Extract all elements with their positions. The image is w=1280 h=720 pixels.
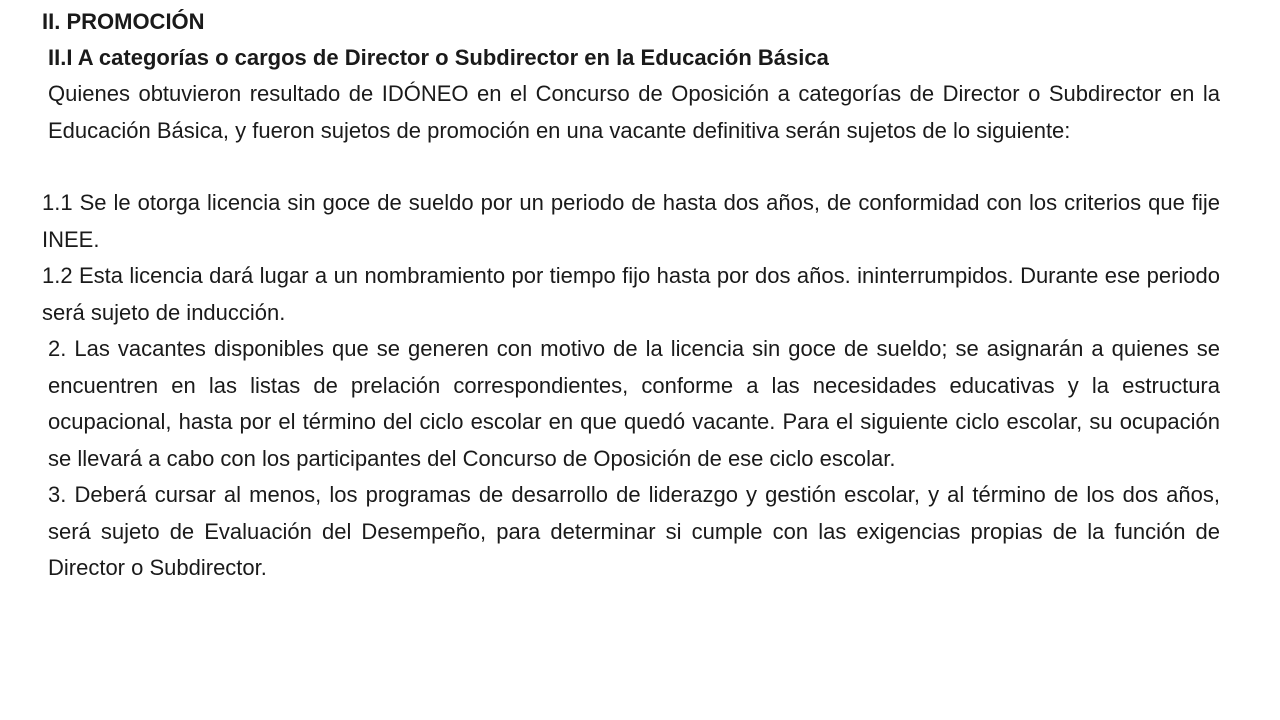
subsection-heading: II.I A categorías o cargos de Director o Subdirector en la Educación Básica	[48, 45, 829, 70]
section-heading: II. PROMOCIÓN	[42, 9, 205, 34]
item-3-paragraph: 3. Deberá cursar al menos, los programas de desarrollo de liderazgo y gestión escolar, y al término de los dos años, será sujeto de Evaluación del Desempeño, para determinar si cumple con las exigencias propias de la función de Director o Subdirector.	[48, 482, 1220, 580]
item-1-1-paragraph: 1.1 Se le otorga licencia sin goce de sueldo por un periodo de hasta dos años, de conformidad con los criterios que fije INEE.	[42, 190, 1220, 252]
item-2-paragraph: 2. Las vacantes disponibles que se generen con motivo de la licencia sin goce de sueldo; se asignarán a quienes se encuentren en las listas de prelación correspondientes, conforme a las necesidades educativas y la estructura ocupacional, hasta por el término del ciclo escolar en que quedó vacante. Para el siguiente ciclo escolar, su ocupación se llevará a cabo con los participantes del Concurso de Oposición de ese ciclo escolar.	[48, 336, 1220, 471]
item-1-2-paragraph: 1.2 Esta licencia dará lugar a un nombramiento por tiempo fijo hasta por dos años. ininterrumpidos. Durante ese periodo será sujeto de inducción.	[42, 263, 1220, 325]
paragraph-gap	[42, 149, 1220, 185]
intro-paragraph: Quienes obtuvieron resultado de IDÓNEO en el Concurso de Oposición a categorías de Director o Subdirector en la Educación Básica, y fueron sujetos de promoción en una vacante definitiva serán sujetos de lo siguiente:	[48, 81, 1220, 143]
document-body	[42, 4, 1220, 587]
